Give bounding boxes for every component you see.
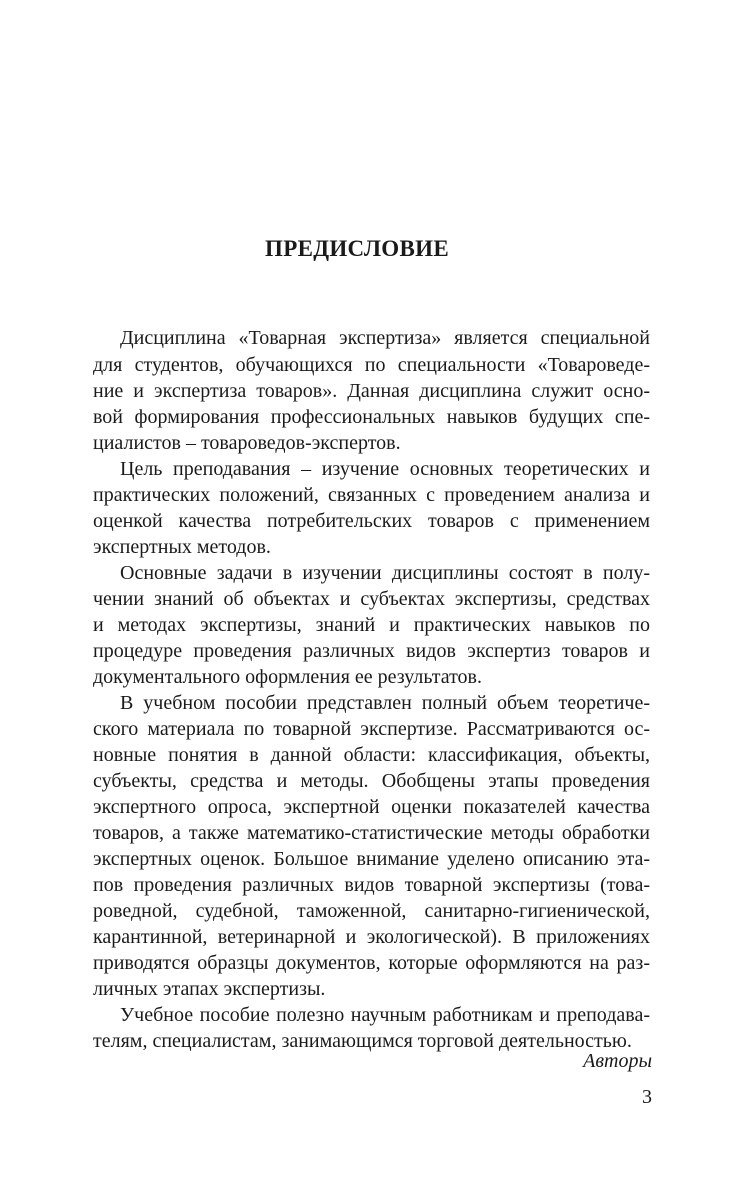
paragraph-3-line-3: и методах экспертизы, знаний и практических навыков по [93,614,650,636]
paragraph-3-line-1: Основные задачи в изучении дисциплины состоят в полу- [120,562,650,584]
paragraph-4-line-8: пов проведения различных видов товарной экспертизы (това- [93,874,650,896]
paragraph-4-line-10: карантинной, ветеринарной и экологической). В приложениях [93,926,650,948]
paragraph-5-line-2: телям, специалистам, занимающимся торговой деятельностью. [93,1030,632,1052]
paragraph-1-line-2: для студентов, обучающихся по специальности «Товароведе- [93,354,650,376]
paragraph-4-line-2: ского материала по товарной экспертизе. Рассматриваются ос- [93,718,650,740]
paragraph-4-line-6: товаров, а также математико-статистические методы обработки [93,822,650,844]
paragraph-1-line-3: ние и экспертиза товаров». Данная дисциплина служит осно- [93,380,650,402]
paragraph-4-line-9: роведной, судебной, таможенной, санитарно-гигиенической, [93,900,650,922]
paragraph-1-line-5: циалистов – товароведов-экспертов. [93,432,401,454]
paragraph-4-line-12: личных этапах экспертизы. [93,978,326,1000]
paragraph-4-line-4: субъекты, средства и методы. Обобщены этапы проведения [93,770,650,792]
paragraph-5-line-1: Учебное пособие полезно научным работникам и преподава- [120,1004,650,1026]
paragraph-1-line-4: вой формирования профессиональных навыков будущих спе- [93,406,650,428]
paragraph-4-line-11: приводятся образцы документов, которые оформляются на раз- [93,952,650,974]
paragraph-4-line-5: экспертного опроса, экспертной оценки показателей качества [93,796,650,818]
paragraph-2-line-3: оценкой качества потребительских товаров с применением [93,510,650,532]
paragraph-3-line-5: документального оформления ее результатов. [93,666,482,688]
page-number: 3 [642,1086,652,1108]
page-title: ПРЕДИСЛОВИЕ [265,236,449,261]
paragraph-2-line-1: Цель преподавания – изучение основных теоретических и [120,458,650,480]
paragraph-3-line-4: процедуре проведения различных видов экспертиз товаров и [93,640,650,662]
paragraph-3-line-2: чении знаний об объектах и субъектах экспертизы, средствах [93,588,650,610]
paragraph-2-line-2: практических положений, связанных с проведением анализа и [93,484,650,506]
paragraph-1-line-1: Дисциплина «Товарная экспертиза» является специальной [120,327,650,349]
paragraph-4-line-7: экспертных оценок. Большое внимание уделено описанию эта- [93,848,650,870]
paragraph-4-line-1: В учебном пособии представлен полный объем теоретиче- [120,692,650,714]
paragraph-4-line-3: новные понятия в данной области: классификация, объекты, [93,744,650,766]
authors-signature: Авторы [583,1050,652,1072]
paragraph-2-line-4: экспертных методов. [93,536,271,558]
